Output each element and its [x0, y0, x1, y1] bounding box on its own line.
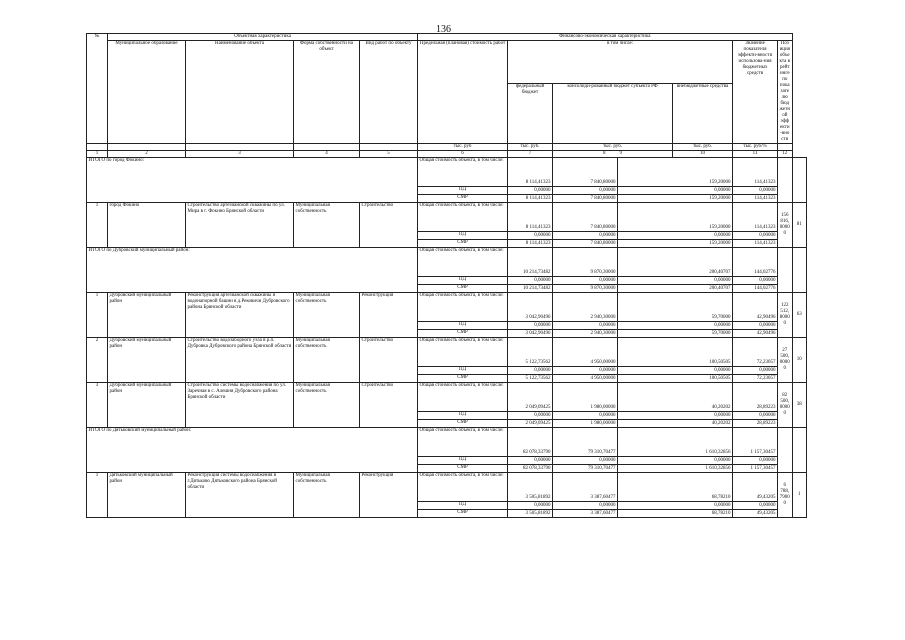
cost-label: Общая стоимость объекта, в том числе: — [418, 158, 508, 187]
item-efficiency: 27 500,00000 — [778, 338, 792, 383]
page-number: 136 — [436, 24, 451, 35]
item-ownership: Муниципальная собственность — [294, 293, 360, 338]
value-federal: 0,00000 — [553, 367, 618, 375]
value-total: 0,00000 — [508, 502, 553, 510]
value-extrabudget: 114,41323 — [733, 203, 778, 232]
item-efficiency: 156 816,00000 — [778, 203, 792, 248]
cost-label: ПД — [418, 277, 508, 285]
value-consolidated: 59,70000 — [618, 330, 733, 338]
value-extrabudget: 0,00000 — [733, 457, 778, 465]
fin-group-header: Финансово-экономическая характеристика — [418, 34, 792, 41]
column-number: 5 — [360, 151, 418, 158]
cost-label: СМР — [418, 420, 508, 428]
table-row — [87, 203, 807, 232]
column-number: 10 — [673, 151, 733, 158]
value-extrabudget: 1 157,30457 — [733, 465, 778, 473]
item-ownership: Муниципальная собственность — [294, 338, 360, 383]
value-extrabudget: 0,00000 — [733, 277, 778, 285]
cost-label: ПД — [418, 457, 508, 465]
value-total: 2 049,09425 — [508, 383, 553, 412]
planned-cost-header: Предельная (плановая) стоимость работ — [418, 41, 508, 144]
work-type-header: Вид работ по объекту — [360, 41, 418, 144]
value-total: 0,00000 — [508, 457, 553, 465]
unit-cell: тыс. руб/% — [733, 144, 778, 151]
item-number: 3 — [87, 383, 108, 428]
column-number: 8 — [603, 151, 606, 156]
value-federal: 1 980,00000 — [553, 420, 618, 428]
value-total: 0,00000 — [508, 412, 553, 420]
value-extrabudget: 42,90496 — [733, 330, 778, 338]
federal-header: федеральный бюджет — [508, 84, 553, 144]
consolidated-header: консолиди-рованный бюджет субъекта РФ — [553, 84, 673, 144]
item-object-name: Строительство водозаборного узла в р.п. Дубровка Дубровского района Брянской области — [186, 338, 294, 383]
object-name-header: Наименование объекта — [186, 41, 294, 144]
group-total-title: ИТОГО по город Фокино: — [87, 158, 418, 203]
value-total: 8 114,41323 — [508, 195, 553, 203]
value-federal: 7 840,80000 — [553, 240, 618, 248]
cost-label: ПД — [418, 412, 508, 420]
value-total: 0,00000 — [508, 187, 553, 195]
value-federal: 0,00000 — [553, 322, 618, 330]
value-extrabudget: 114,41323 — [733, 158, 778, 187]
cost-label: СМР — [418, 330, 508, 338]
value-total: 3 505,81892 — [508, 510, 553, 518]
value-consolidated: 100,50505 — [618, 338, 733, 367]
including-header: в том числе: — [508, 41, 733, 84]
item-municipality: город Фокино — [108, 203, 186, 248]
value-extrabudget: 0,00000 — [733, 367, 778, 375]
item-object-name: Строительство системы водоснабжения по ул. Заречная в с. Алешня Дубровского района Брянской области — [186, 383, 294, 428]
value-consolidated: 1 610,32856 — [618, 428, 733, 457]
item-number: 1 — [87, 293, 108, 338]
value-federal: 2 940,30000 — [553, 293, 618, 322]
value-consolidated: 159,20000 — [618, 195, 733, 203]
item-object-name: Реконструкция артезианской скважины и водонапорной башни в д.Рековичи Дубровского района Брянской области — [186, 293, 294, 338]
value-total: 2 049,09425 — [508, 420, 553, 428]
value-federal: 3 387,60477 — [553, 473, 618, 502]
column-number: 4 — [294, 151, 360, 158]
value-federal: 0,00000 — [553, 457, 618, 465]
value-federal: 9 870,30000 — [553, 248, 618, 277]
value-extrabudget: 114,41323 — [733, 240, 778, 248]
item-rank: 63 — [792, 293, 806, 338]
cost-label: Общая стоимость объекта, в том числе: — [418, 338, 508, 367]
value-federal: 0,00000 — [553, 187, 618, 195]
rank-header: Позиция объекта в рейтинге по показателю бюджетной эффекти-вности — [779, 41, 791, 142]
column-number: 7 — [508, 151, 553, 158]
value-federal: 0,00000 — [553, 502, 618, 510]
table-row — [87, 473, 807, 502]
value-total: 82 078,33790 — [508, 465, 553, 473]
value-extrabudget: 144,02776 — [733, 248, 778, 277]
municipality-header: Муниципальное образование — [108, 41, 186, 144]
value-federal: 2 940,30000 — [553, 330, 618, 338]
empty-cell — [792, 248, 806, 293]
cost-label: Общая стоимость объекта, в том числе: — [418, 203, 508, 232]
empty-cell — [792, 428, 806, 473]
cost-label: Общая стоимость объекта, в том числе: — [418, 383, 508, 412]
item-work-type: Реконструкция — [360, 473, 418, 518]
cost-label: ПД — [418, 502, 508, 510]
cost-label: ПД — [418, 322, 508, 330]
value-consolidated: 0,00000 — [618, 457, 733, 465]
table-row — [87, 428, 807, 457]
item-municipality: Дубровский муниципальный район — [108, 293, 186, 338]
item-number: 1 — [87, 203, 108, 248]
value-federal: 0,00000 — [553, 277, 618, 285]
table-row — [87, 158, 807, 187]
unit-cell: тыс. руб. — [508, 144, 553, 151]
item-ownership: Муниципальная собственность — [294, 473, 360, 518]
extrabudget-header: внебюджетные средства — [673, 84, 733, 144]
obj-group-header: Объектная характеристика — [108, 34, 418, 41]
value-consolidated: 159,20000 — [618, 158, 733, 187]
item-municipality: Дубровский муниципальный район — [108, 338, 186, 383]
cost-label: СМР — [418, 465, 508, 473]
column-number: 12 — [778, 151, 792, 158]
cost-label: Общая стоимость объекта, в том числе: — [418, 473, 508, 502]
empty-cell — [778, 158, 792, 203]
value-extrabudget: 28,89223 — [733, 420, 778, 428]
value-federal: 7 840,80000 — [553, 195, 618, 203]
empty-cell — [778, 428, 792, 473]
value-extrabudget: 72,23057 — [733, 375, 778, 383]
value-consolidated: 0,00000 — [618, 367, 733, 375]
column-number: 3 — [186, 151, 294, 158]
value-extrabudget: 114,41323 — [733, 195, 778, 203]
value-federal: 79 310,70477 — [553, 428, 618, 457]
value-extrabudget: 0,00000 — [733, 187, 778, 195]
value-federal: 79 310,70477 — [553, 465, 618, 473]
value-consolidated: 68,78210 — [618, 473, 733, 502]
item-number: 2 — [87, 338, 108, 383]
value-total: 0,00000 — [508, 277, 553, 285]
column-number: 1 — [87, 151, 108, 158]
cost-label: СМР — [418, 375, 508, 383]
value-extrabudget: 144,02776 — [733, 285, 778, 293]
value-consolidated: 159,20000 — [618, 240, 733, 248]
value-extrabudget: 28,89223 — [733, 383, 778, 412]
table-row — [87, 338, 807, 367]
item-work-type: Строительство — [360, 383, 418, 428]
value-consolidated: 40,20202 — [618, 383, 733, 412]
value-total: 8 114,41323 — [508, 203, 553, 232]
value-total: 5 122,73562 — [508, 338, 553, 367]
value-total: 3 505,81892 — [508, 473, 553, 502]
value-total: 82 078,33790 — [508, 428, 553, 457]
value-federal: 7 840,80000 — [553, 158, 618, 187]
value-total: 8 114,41323 — [508, 158, 553, 187]
item-efficiency: 122 512,80000 — [778, 293, 792, 338]
value-total: 3 042,90496 — [508, 330, 553, 338]
cost-label: Общая стоимость объекта, в том числе: — [418, 293, 508, 322]
item-number: 1 — [87, 473, 108, 518]
value-extrabudget: 49,43205 — [733, 473, 778, 502]
cost-label: ПД — [418, 187, 508, 195]
value-consolidated: 68,78210 — [618, 510, 733, 518]
value-consolidated: 200,40707 — [618, 285, 733, 293]
item-rank: 81 — [792, 203, 806, 248]
value-consolidated: 100,50505 — [618, 375, 733, 383]
value-federal: 7 840,80000 — [553, 203, 618, 232]
item-municipality: Дятьковский муниципальный район — [108, 473, 186, 518]
cost-label: ПД — [418, 232, 508, 240]
value-extrabudget: 1 157,30457 — [733, 428, 778, 457]
item-rank: 38 — [792, 383, 806, 428]
value-consolidated: 159,20000 — [618, 203, 733, 232]
value-extrabudget: 72,23057 — [733, 338, 778, 367]
value-extrabudget: 42,90496 — [733, 293, 778, 322]
column-number — [553, 151, 673, 158]
item-work-type: Строительство — [360, 338, 418, 383]
value-extrabudget: 0,00000 — [733, 502, 778, 510]
item-ownership: Муниципальная собственность — [294, 203, 360, 248]
group-total-title: ИТОГО по Дятьковский муниципальный район: — [87, 428, 418, 473]
financial-table — [86, 33, 807, 518]
value-consolidated: 200,40707 — [618, 248, 733, 277]
value-extrabudget: 0,00000 — [733, 232, 778, 240]
value-extrabudget: 0,00000 — [733, 412, 778, 420]
item-rank: 10 — [792, 338, 806, 383]
group-total-title: ИТОГО по Дубровский муниципальный район: — [87, 248, 418, 293]
efficiency-header: Значение показателя эффекти-вности использова-ния бюджетных средств — [733, 41, 778, 144]
col-no-header: № — [87, 34, 108, 144]
column-number: 9 — [619, 151, 623, 156]
cost-label: Общая стоимость объекта, в том числе: — [418, 428, 508, 457]
cost-label: СМР — [418, 285, 508, 293]
value-consolidated: 1 610,32856 — [618, 465, 733, 473]
empty-cell — [778, 248, 792, 293]
cost-label: СМР — [418, 240, 508, 248]
value-total: 0,00000 — [508, 232, 553, 240]
item-ownership: Муниципальная собственность — [294, 383, 360, 428]
value-federal: 4 950,00000 — [553, 375, 618, 383]
column-number: 2 — [108, 151, 186, 158]
value-consolidated: 0,00000 — [618, 502, 733, 510]
value-federal: 0,00000 — [553, 232, 618, 240]
empty-cell — [792, 158, 806, 203]
ownership-header: Форма собственности на объект — [294, 41, 360, 144]
unit-cell: тыс. руб. — [553, 144, 673, 151]
value-federal: 0,00000 — [553, 412, 618, 420]
value-federal: 3 387,60477 — [553, 510, 618, 518]
value-consolidated: 59,70000 — [618, 293, 733, 322]
item-work-type: Реконструкция — [360, 293, 418, 338]
item-object-name: Строительство артезианской скважины по ул. Мира в г. Фокино Брянской области — [186, 203, 294, 248]
value-total: 5 122,73562 — [508, 375, 553, 383]
cost-label: Общая стоимость объекта, в том числе: — [418, 248, 508, 277]
value-consolidated: 0,00000 — [618, 322, 733, 330]
item-object-name: Реконструкция системы водоснабжения в г.Дятьково Дятьковского района Брянской области — [186, 473, 294, 518]
cost-label: СМР — [418, 510, 508, 518]
value-extrabudget: 0,00000 — [733, 322, 778, 330]
item-efficiency: 82 500,00000 — [778, 383, 792, 428]
item-efficiency: 6 788,79000 — [778, 473, 792, 518]
table-row — [87, 248, 807, 277]
table-row — [87, 383, 807, 412]
column-number: 11 — [733, 151, 778, 158]
value-total: 10 214,73482 — [508, 248, 553, 277]
item-work-type: Строительство — [360, 203, 418, 248]
value-federal: 1 980,00000 — [553, 383, 618, 412]
value-total: 3 042,90496 — [508, 293, 553, 322]
item-rank: 1 — [792, 473, 806, 518]
value-consolidated: 0,00000 — [618, 277, 733, 285]
value-federal: 9 870,30000 — [553, 285, 618, 293]
column-number: 6 — [418, 151, 508, 158]
value-consolidated: 0,00000 — [618, 412, 733, 420]
value-total: 10 214,73482 — [508, 285, 553, 293]
table-row — [87, 293, 807, 322]
value-consolidated: 0,00000 — [618, 232, 733, 240]
value-consolidated: 40,20202 — [618, 420, 733, 428]
value-federal: 4 950,00000 — [553, 338, 618, 367]
cost-label: СМР — [418, 195, 508, 203]
value-total: 8 114,41323 — [508, 240, 553, 248]
cost-label: ПД — [418, 367, 508, 375]
value-consolidated: 0,00000 — [618, 187, 733, 195]
value-total: 0,00000 — [508, 322, 553, 330]
value-extrabudget: 49,43205 — [733, 510, 778, 518]
unit-cell: тыс. руб — [418, 144, 508, 151]
item-municipality: Дубровский муниципальный район — [108, 383, 186, 428]
value-total: 0,00000 — [508, 367, 553, 375]
unit-cell: тыс. руб. — [673, 144, 733, 151]
